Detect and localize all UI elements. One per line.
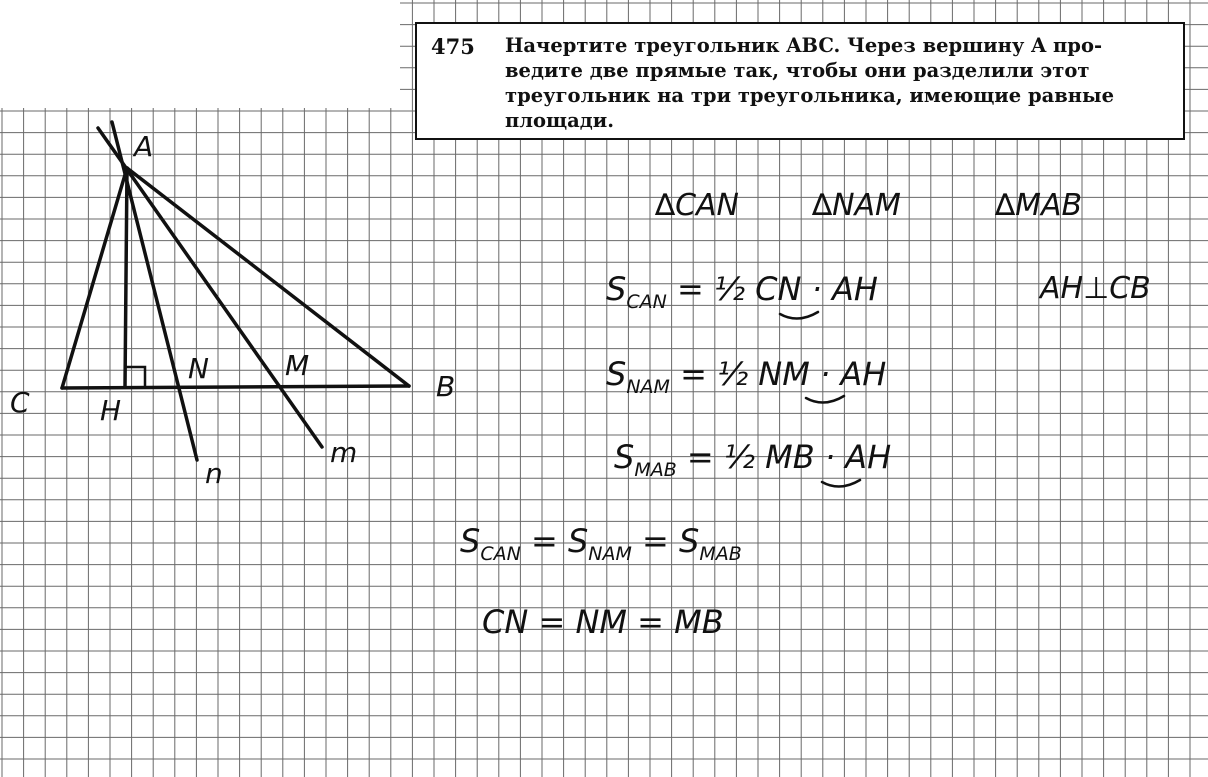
formula-s-nam: $S_{NAM}$ = ½ NM · AH: [606, 355, 887, 398]
formula-s-can: $S_{CAN}$ = ½ CN · AH: [606, 270, 878, 313]
side-cb: [62, 386, 409, 388]
label-n: N: [188, 352, 209, 385]
area-equality: $S_{CAN} = S_{NAM} = S_{MAB}$: [460, 522, 742, 565]
problem-number: 475: [431, 34, 475, 59]
line-m: [98, 128, 322, 447]
altitude-ah: [125, 168, 127, 387]
triangle-mab: ∆MAB: [995, 188, 1083, 223]
triangle-nam: ∆NAM: [812, 188, 901, 223]
triangle-can: ∆CAN: [655, 188, 739, 223]
label-c: C: [10, 386, 30, 419]
right-angle-mark: [125, 367, 145, 387]
notes: [460, 188, 1151, 641]
label-m: M: [285, 349, 310, 382]
perpendicular-note: AH⊥CB: [1040, 271, 1151, 306]
label-h: H: [100, 394, 122, 427]
label-line-m: m: [330, 436, 358, 469]
point-labels: [10, 130, 455, 490]
problem-line-2: ведите две прямые так, чтобы они разделили этот: [505, 59, 1090, 82]
formula-s-mab: $S_{MAB}$ = ½ MB · AH: [614, 438, 892, 481]
segment-equality: CN = NM = MB: [482, 603, 724, 641]
underline-nm: [806, 396, 844, 403]
underline-cn: [780, 312, 818, 319]
label-a: A: [134, 130, 154, 163]
problem-line-4: площади.: [505, 109, 615, 132]
label-line-n: n: [205, 457, 223, 490]
problem-line-3: треугольник на три треугольника, имеющие равные: [505, 84, 1115, 107]
underline-mb: [822, 480, 860, 487]
problem-line-1: Начертите треугольник ABC. Через вершину A про-: [505, 34, 1103, 57]
label-b: B: [436, 370, 456, 403]
side-ac: [62, 168, 127, 388]
